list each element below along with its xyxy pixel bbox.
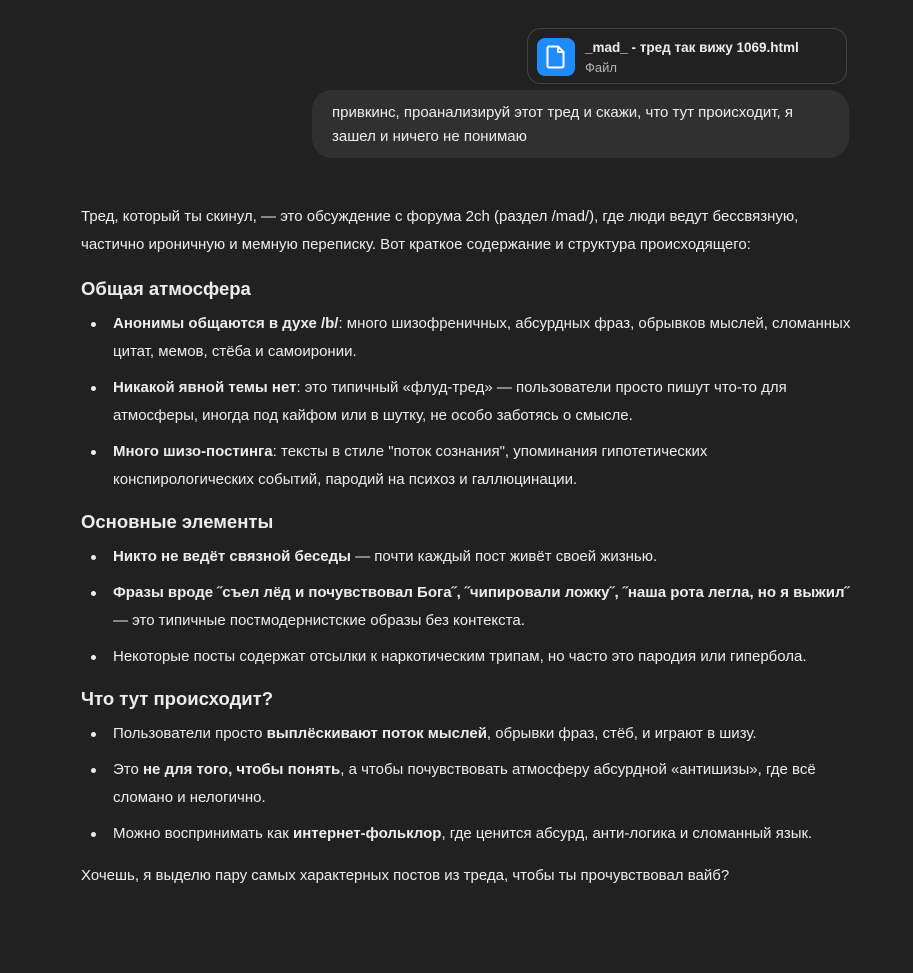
section-heading: Общая атмосфера [81, 278, 251, 299]
list-item: Можно воспринимать как интернет-фольклор, где ценится абсурд, анти-логика и сломанный язык. [113, 820, 851, 848]
bullet-list [81, 720, 851, 848]
section-heading: Основные элементы [81, 511, 274, 532]
list-item: Пользователи просто выплёскивают поток мыслей, обрывки фраз, стёб, и играют в шизу. [113, 720, 851, 748]
assistant-response [81, 203, 851, 890]
response-outro: Хочешь, я выделю пару самых характерных постов из треда, чтобы ты прочувствовал вайб? [81, 867, 730, 884]
bullet-list [81, 310, 851, 494]
list-item: Никакой явной темы нет: это типичный «флуд-тред» — пользователи просто пишут что-то для атмосферы, иногда под кайфом или в шутку, не особо заботясь о смысле. [113, 374, 851, 430]
file-type: Файл [585, 60, 617, 75]
document-icon [537, 38, 575, 76]
list-item: Это не для того, чтобы понять, а чтобы почувствовать атмосферу абсурдной «антишизы», где всё сломано и нелогично. [113, 756, 851, 812]
list-item: Некоторые посты содержат отсылки к наркотическим трипам, но часто это пародия или гипербола. [113, 643, 851, 671]
section-heading: Что тут происходит? [81, 688, 274, 709]
list-item: Никто не ведёт связной беседы — почти каждый пост живёт своей жизнью. [113, 543, 851, 571]
bullet-list [81, 543, 851, 671]
user-message-bubble: привкинс, проанализируй этот тред и скажи, что тут происходит, я зашел и ничего не понимаю [312, 90, 849, 158]
response-intro: Тред, который ты скинул, — это обсуждение с форума 2ch (раздел /mad/), где люди ведут бессвязную, частично ироничную и мемную переписку. Вот краткое содержание и структура происходящего: [81, 208, 799, 253]
list-item: Фразы вроде ˝съел лёд и почувствовал Бога˝, ˝чипировали ложку˝, ˝наша рота легла, но я выжил˝ — это типичные постмодернистские образы без контекста. [113, 579, 851, 635]
file-attachment-card[interactable] [527, 28, 847, 84]
file-name: _mad_ - тред так вижу 1069.html [585, 40, 799, 55]
list-item: Много шизо-постинга: тексты в стиле "поток сознания", упоминания гипотетических конспирологических событий, пародий на психоз и галлюцинации. [113, 438, 851, 494]
list-item: Анонимы общаются в духе /b/: много шизофреничных, абсурдных фраз, обрывков мыслей, сломанных цитат, мемов, стёба и самоиронии. [113, 310, 851, 366]
